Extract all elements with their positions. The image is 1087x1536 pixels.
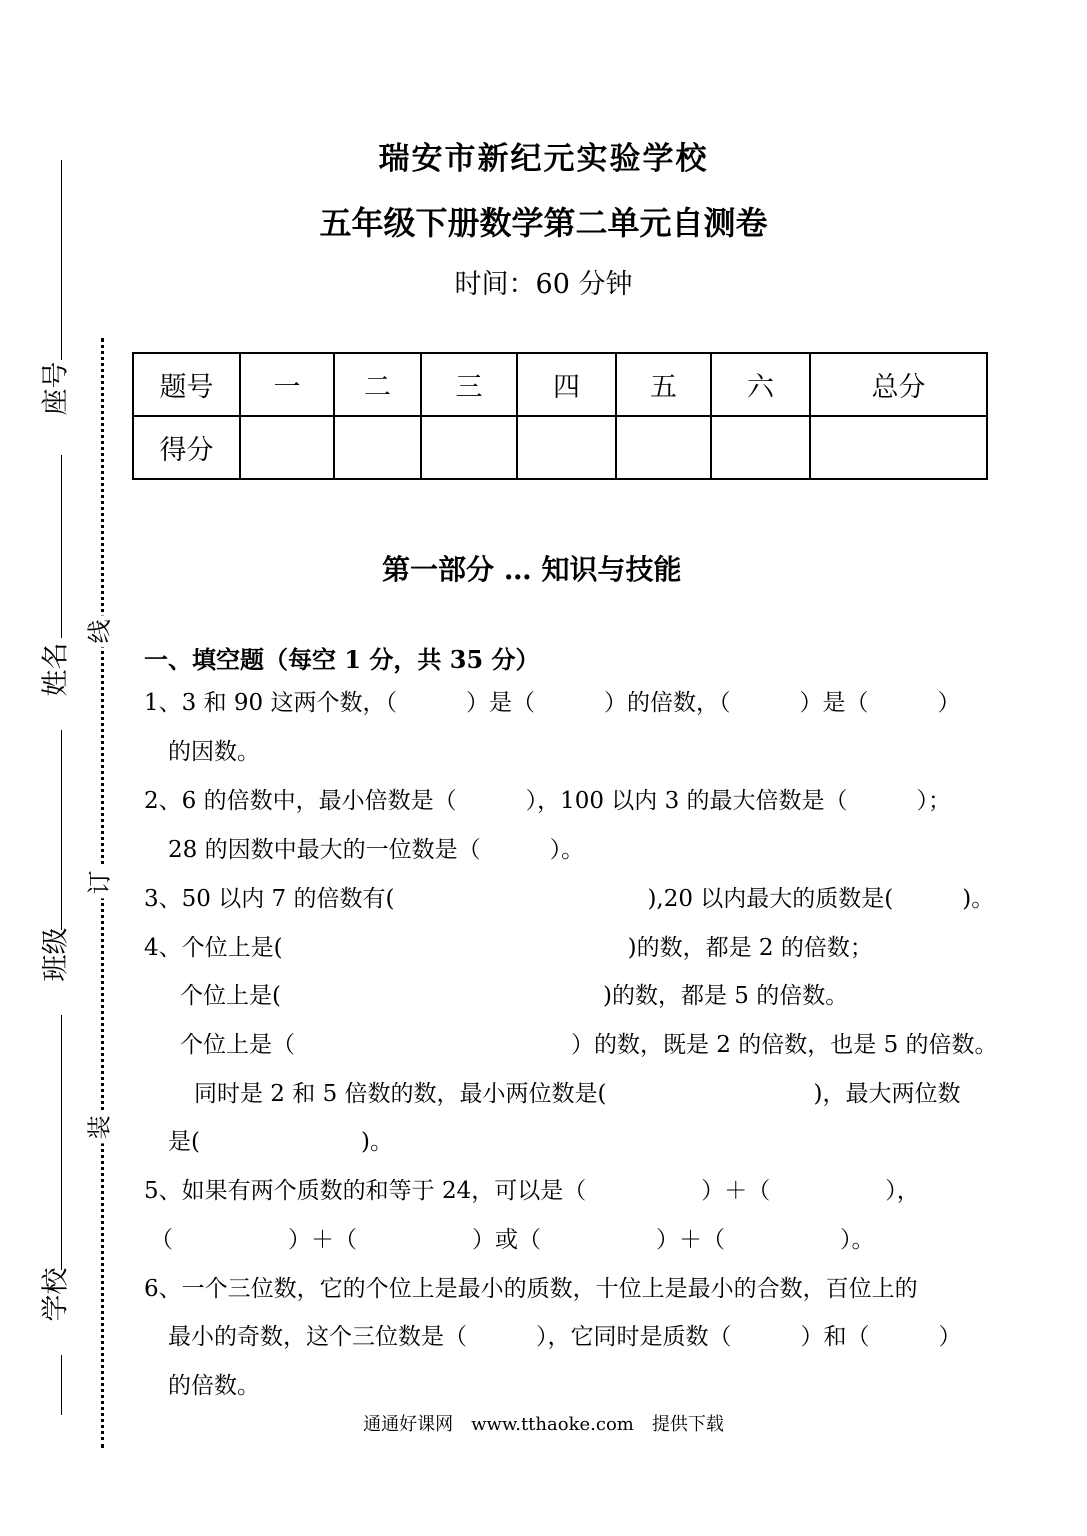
score-cell (711, 416, 810, 479)
question-2-line-2: 28 的因数中最大的一位数是（ ）。 (168, 837, 585, 863)
question-6-line-2: 最小的奇数，这个三位数是（ ），它同时是质数（ ）和（ ） (168, 1324, 962, 1350)
score-header-cell: 题号 (133, 353, 240, 416)
question-heading: 一、填空题（每空 1 分，共 35 分） (144, 645, 540, 674)
cut-mark-line: 线 (86, 615, 115, 647)
time-limit: 时间：60 分钟 (454, 269, 633, 300)
name-label: 姓名 (40, 642, 72, 697)
score-header-cell: 四 (517, 353, 616, 416)
question-5-line-1: 5、如果有两个质数的和等于 24，可以是（ ）＋（ ）， (144, 1178, 920, 1204)
score-cell (421, 416, 517, 479)
score-header-cell: 六 (711, 353, 810, 416)
question-4-line-1: 4、个位上是( )的数，都是 2 的倍数； (144, 935, 873, 961)
score-table (132, 352, 988, 480)
question-4-line-5: 是( )。 (168, 1129, 393, 1155)
score-header-cell: 二 (334, 353, 421, 416)
question-3: 3、50 以内 7 的倍数有( ),20 以内最大的质数是( )。 (144, 886, 995, 912)
cut-mark-install: 装 (86, 1111, 115, 1143)
school-name: 瑞安市新纪元实验学校 (378, 141, 709, 177)
question-4-line-3: 个位上是（ ）的数，既是 2 的倍数，也是 5 的倍数。 (180, 1032, 998, 1058)
score-cell (616, 416, 711, 479)
score-cell (810, 416, 987, 479)
section-title: 第一部分 … 知识与技能 (382, 553, 682, 586)
score-row-label: 得分 (133, 416, 240, 479)
question-6-line-3: 的倍数。 (168, 1373, 260, 1399)
question-1-line-1: 1、3 和 90 这两个数，（ ）是（ ）的倍数，（ ）是（ ） (144, 690, 961, 716)
footer-source: 通通好课网 www.tthaoke.com 提供下载 (363, 1414, 724, 1435)
score-header-cell: 五 (616, 353, 711, 416)
score-header-cell: 总分 (810, 353, 987, 416)
score-cell (517, 416, 616, 479)
class-label: 班级 (40, 927, 72, 982)
binding-line-name-class (61, 730, 62, 930)
question-5-line-2: （ ）＋（ ）或（ ）＋（ ）。 (150, 1227, 875, 1253)
question-6-line-1: 6、一个三位数，它的个位上是最小的质数，十位上是最小的合数，百位上的 (144, 1276, 918, 1302)
cut-mark-bind: 订 (86, 866, 115, 898)
binding-line-bottom (61, 1355, 62, 1415)
score-cell (334, 416, 421, 479)
exam-title: 五年级下册数学第二单元自测卷 (319, 204, 768, 242)
score-cell (240, 416, 334, 479)
question-2-line-1: 2、6 的倍数中，最小倍数是（ ），100 以内 3 的最大倍数是（ ）； (144, 788, 952, 814)
score-header-cell: 三 (421, 353, 517, 416)
question-4-line-4: 同时是 2 和 5 倍数的数，最小两位数是( )，最大两位数 (194, 1081, 961, 1107)
score-table-score-row (133, 416, 987, 479)
binding-line-top (61, 160, 62, 360)
binding-line-class-school (61, 1015, 62, 1270)
seat-number-label: 座号 (40, 361, 72, 416)
question-1-line-2: 的因数。 (168, 739, 260, 765)
question-4-line-2: 个位上是( )的数，都是 5 的倍数。 (180, 983, 849, 1009)
school-label: 学校 (40, 1267, 72, 1322)
score-header-cell: 一 (240, 353, 334, 416)
binding-line-seat-name (61, 455, 62, 638)
score-table-header-row (133, 353, 987, 416)
